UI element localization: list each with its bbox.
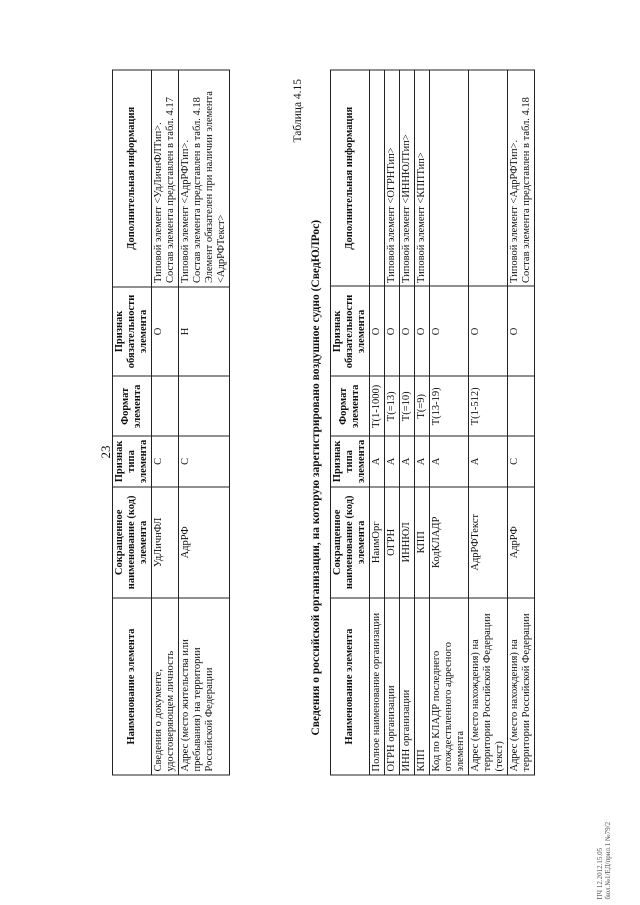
side-note — [596, 821, 612, 899]
cell-info — [415, 70, 430, 286]
cell-code: АдрРФ — [508, 486, 535, 598]
header-type: Признак типа элемента — [331, 436, 370, 486]
table-row — [385, 70, 400, 775]
cell-info — [179, 70, 230, 287]
cell-format: T(=9) — [415, 376, 430, 436]
cell-code: КПП — [415, 486, 430, 598]
info-line: Типовой элемент <КППТип> — [416, 151, 427, 283]
cell-type: С — [152, 436, 179, 486]
header-name: Наименование элемента — [113, 598, 152, 775]
cell-info — [370, 70, 385, 286]
table-row — [415, 70, 430, 775]
cell-format: T(1-512) — [469, 376, 508, 436]
side-note-line: бюл.№1/ЕД/прил.1 №79/2 — [604, 821, 612, 899]
cell-required: О — [508, 286, 535, 376]
cell-required: О — [152, 286, 179, 376]
header-code: Сокращенное наименование (код) элемента — [113, 486, 152, 598]
cell-required: О — [430, 286, 469, 376]
header-info: Дополнительная информация — [113, 70, 152, 287]
table-row — [152, 70, 179, 775]
cell-type: С — [508, 436, 535, 486]
cell-info — [385, 70, 400, 286]
cell-type: А — [370, 436, 385, 486]
cell-required: Н — [179, 286, 230, 376]
header-info: Дополнительная информация — [331, 70, 370, 286]
cell-required: О — [385, 286, 400, 376]
header-type: Признак типа элемента — [113, 436, 152, 486]
info-line: Состав элемента представлен в табл. 4.18 — [192, 96, 203, 283]
cell-name: ИНН организации — [400, 598, 415, 775]
cell-type: А — [430, 436, 469, 486]
cell-name: Сведения о документе, удостоверяющем личность — [152, 598, 179, 775]
cell-type: А — [415, 436, 430, 486]
header-code: Сокращенное наименование (код) элемента — [331, 486, 370, 598]
cell-format: T(=13) — [385, 376, 400, 436]
cell-format: T(1-1000) — [370, 376, 385, 436]
cell-info — [152, 70, 179, 287]
cell-format — [179, 376, 230, 436]
cell-name: Адрес (место жительства или пребывания) на территории Российской Федерации — [179, 598, 230, 775]
cell-type: А — [385, 436, 400, 486]
table-number: Таблица 4.15 — [292, 78, 304, 142]
info-line: Элемент обязателен при наличии элемента <АдрРФТекст> — [204, 90, 227, 283]
cell-code: АдрРФТекст — [469, 486, 508, 598]
cell-format — [508, 376, 535, 436]
info-line: Типовой элемент <АдрРФТип>. — [509, 139, 520, 283]
cell-required: О — [370, 286, 385, 376]
cell-required: О — [400, 286, 415, 376]
cell-format: T(13-19) — [430, 376, 469, 436]
cell-info — [508, 70, 535, 286]
table-row — [179, 70, 230, 775]
table-4-15 — [330, 69, 535, 775]
cell-name: Адрес (место нахождения) на территории Российской Федерации — [508, 598, 535, 775]
cell-type: А — [469, 436, 508, 486]
header-required: Признак обязательности элемента — [331, 286, 370, 376]
cell-format — [152, 376, 179, 436]
cell-name: КПП — [415, 598, 430, 775]
table-row — [469, 70, 508, 775]
cell-info — [430, 70, 469, 286]
cell-required: О — [415, 286, 430, 376]
header-format: Формат элемента — [113, 376, 152, 436]
table-row — [430, 70, 469, 775]
cell-info — [400, 70, 415, 286]
info-line: Типовой элемент <УдЛичнФЛТип>. — [153, 121, 164, 283]
side-note-line: ПЧ 12.2012.15.05 — [596, 847, 604, 899]
cell-name: ОГРН организации — [385, 598, 400, 775]
cell-name: Адрес (место нахождения) на территории Российской Федерации (текст) — [469, 598, 508, 775]
cell-code: АдрРФ — [179, 486, 230, 598]
table-4-14-continuation — [112, 69, 230, 775]
table-row — [370, 70, 385, 775]
cell-name: Код по КЛАДР последнего отождествленного адресного элемента — [430, 598, 469, 775]
cell-code: КодКЛАДР — [430, 486, 469, 598]
info-line: Типовой элемент <ОГРНТип> — [386, 146, 397, 283]
info-line: Типовой элемент <ИННЮЛТип> — [401, 133, 412, 283]
table-caption: Сведения о российской организации, на которую зарегистрировано воздушное судно (СведЮЛРос) — [310, 219, 322, 735]
cell-code: НаимОрг — [370, 486, 385, 598]
cell-name: Полное наименование организации — [370, 598, 385, 775]
table-header-row — [113, 70, 152, 775]
header-required: Признак обязательности элемента — [113, 286, 152, 376]
table-header-row — [331, 70, 370, 775]
header-name: Наименование элемента — [331, 598, 370, 775]
page-number: 23 — [98, 445, 113, 458]
table-row — [508, 70, 535, 775]
cell-info — [469, 70, 508, 286]
info-line: Состав элемента представлен в табл. 4.18 — [521, 96, 532, 283]
cell-format: T(=10) — [400, 376, 415, 436]
info-line: Состав элемента представлен в табл. 4.17 — [165, 96, 176, 283]
cell-type: С — [179, 436, 230, 486]
cell-code: ИННЮЛ — [400, 486, 415, 598]
header-format: Формат элемента — [331, 376, 370, 436]
table-row — [400, 70, 415, 775]
cell-code: УдЛичнФЛ — [152, 486, 179, 598]
cell-type: А — [400, 436, 415, 486]
cell-code: ОГРН — [385, 486, 400, 598]
cell-required: О — [469, 286, 508, 376]
info-line: Типовой элемент <АдрРФТип>. — [180, 139, 191, 283]
